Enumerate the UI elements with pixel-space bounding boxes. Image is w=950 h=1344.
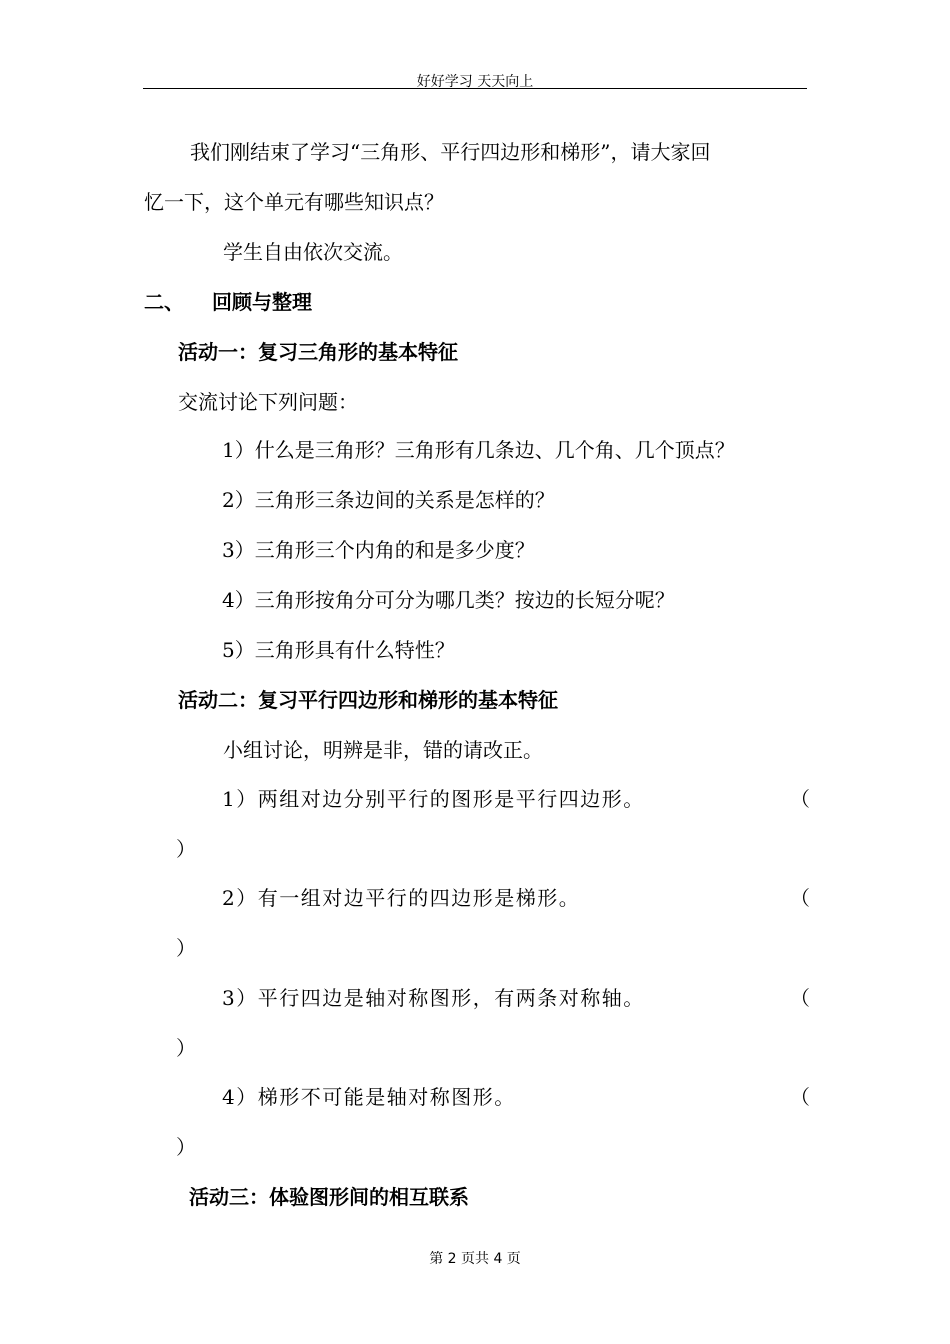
- activity2-prompt: 小组讨论，明辨是非，错的请改正。: [223, 738, 543, 762]
- section-number: 二、: [144, 290, 184, 314]
- intro-line-1: 我们刚结束了学习“三角形、平行四边形和梯形”，请大家回: [190, 140, 711, 164]
- statement-1-open-paren: （: [790, 787, 810, 811]
- activity2-statement-2: 2）有一组对边平行的四边形是梯形。: [222, 886, 581, 910]
- intro-line-2: 忆一下，这个单元有哪些知识点？: [144, 190, 444, 214]
- intro-line-3: 学生自由依次交流。: [223, 240, 403, 264]
- statement-4-close-paren: ）: [176, 1135, 196, 1159]
- activity2-title: 活动二：复习平行四边形和梯形的基本特征: [178, 688, 558, 712]
- activity1-question-5: 5）三角形具有什么特性？: [222, 638, 455, 662]
- activity2-statement-4: 4）梯形不可能是轴对称图形。: [222, 1085, 516, 1109]
- page-footer: 第 2 页共 4 页: [429, 1251, 521, 1267]
- statement-3-close-paren: ）: [176, 1036, 196, 1060]
- header-rule: [143, 88, 807, 89]
- activity1-title: 活动一：复习三角形的基本特征: [178, 340, 458, 364]
- statement-3-open-paren: （: [790, 986, 810, 1010]
- page-header: 好好学习 天天向上: [416, 74, 534, 90]
- activity2-statement-3: 3）平行四边是轴对称图形，有两条对称轴。: [222, 986, 645, 1010]
- activity1-question-4: 4）三角形按角分可分为哪几类？按边的长短分呢？: [222, 588, 675, 612]
- activity1-question-1: 1）什么是三角形？三角形有几条边、几个角、几个顶点？: [222, 438, 735, 462]
- statement-2-open-paren: （: [790, 886, 810, 910]
- statement-4-open-paren: （: [790, 1085, 810, 1109]
- activity1-question-2: 2）三角形三条边间的关系是怎样的？: [222, 488, 555, 512]
- section-title: 回顾与整理: [212, 290, 312, 314]
- statement-1-close-paren: ）: [176, 837, 196, 861]
- activity2-statement-1: 1）两组对边分别平行的图形是平行四边形。: [222, 787, 645, 811]
- activity1-question-3: 3）三角形三个内角的和是多少度？: [222, 538, 535, 562]
- activity3-title: 活动三：体验图形间的相互联系: [189, 1185, 469, 1209]
- statement-2-close-paren: ）: [176, 936, 196, 960]
- activity1-prompt: 交流讨论下列问题：: [178, 390, 358, 414]
